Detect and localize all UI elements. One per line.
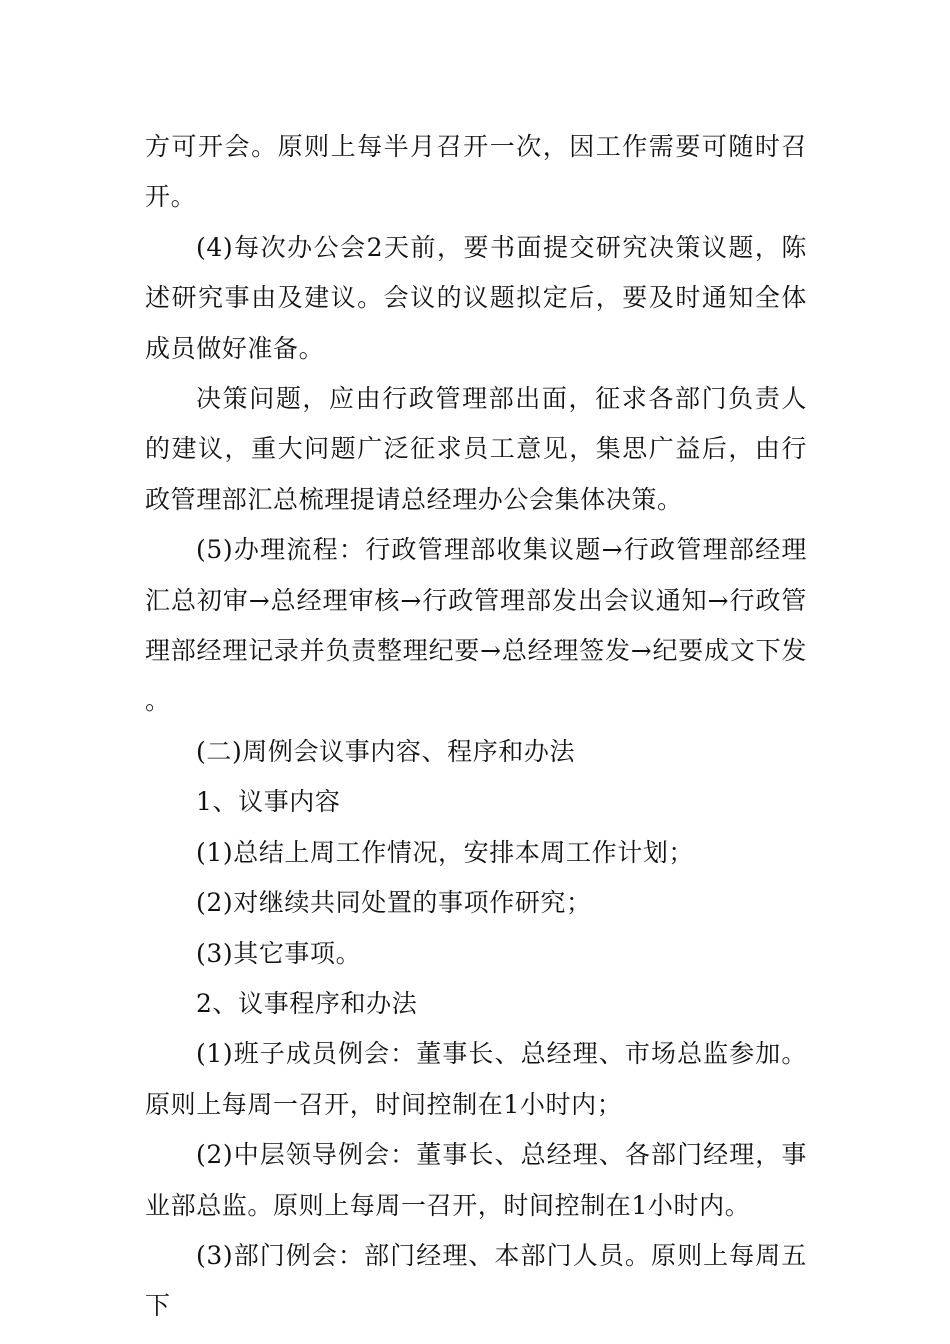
list-item-joint-matters: (2)对继续共同处置的事项作研究；: [196, 888, 592, 918]
list-item-department-meeting: (3)部门例会：部门经理、本部门人员。原则上每周五下: [145, 1240, 807, 1321]
subheading-procedure-method: 2、议事程序和办法: [196, 988, 418, 1018]
section-heading-weekly-meeting: (二)周例会议事内容、程序和办法: [196, 736, 576, 766]
paragraph-item-5-process-flow: (5)办理流程：行政管理部收集议题→行政管理部经理汇总初审→总经理审核→行政管理部发出会议通知→行政管理部经理记录并负责整理纪要→总经理签发→纪要成文下发。: [145, 535, 807, 716]
list-item-summary-plan: (1)总结上周工作情况，安排本周工作计划；: [196, 837, 695, 867]
paragraph-item-4-agenda-submission: (4)每次办公会2天前，要书面提交研究决策议题，陈述研究事由及建议。会议的议题拟定后，要及时通知全体成员做好准备。: [145, 232, 807, 363]
document-body: [145, 122, 807, 1332]
list-item-other-matters: (3)其它事项。: [196, 938, 362, 968]
list-item-middle-management-meeting: (2)中层领导例会：董事长、总经理、各部门经理，事业部总监。原则上每周一召开，时间控制在1小时内。: [145, 1140, 807, 1220]
paragraph-meeting-frequency: 方可开会。原则上每半月召开一次，因工作需要可随时召开。: [145, 132, 807, 212]
subheading-agenda-content: 1、议事内容: [196, 787, 341, 817]
paragraph-decision-issues: 决策问题，应由行政管理部出面，征求各部门负责人的建议，重大问题广泛征求员工意见，集思广益后，由行政管理部汇总梳理提请总经理办公会集体决策。: [145, 384, 807, 514]
list-item-leadership-meeting: (1)班子成员例会：董事长、总经理、市场总监参加。原则上每周一召开，时间控制在1小时内；: [145, 1039, 807, 1119]
